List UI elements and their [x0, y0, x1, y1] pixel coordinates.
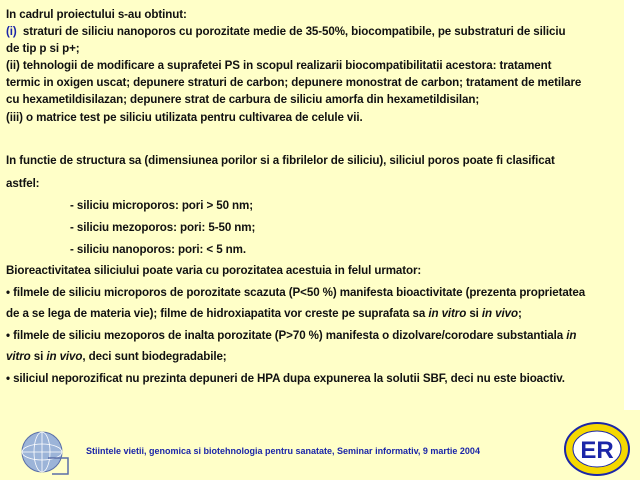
intro-heading: In cadrul proiectului s-au obtinut:	[6, 8, 187, 21]
bullet-1-line-1: • filmele de siliciu microporos de porozitate scazuta (P<50 %) manifesta bioactivitate (prezenta proprietatea	[6, 286, 586, 299]
footer-caption: Stiintele vietii, genomica si biotehnologia pentru sanatate, Seminar informativ, 9 martie 2004	[86, 446, 480, 456]
bullet-2-line-1: • filmele de siliciu mezoporos de inalta porozitate (P>70 %) manifesta o dizolvare/corodare substantiala in	[6, 329, 577, 342]
logo-lettering: ER	[580, 437, 614, 464]
classification-line-2: astfel:	[6, 177, 40, 190]
pore-type-nanoporous: - siliciu nanoporos: pori: < 5 nm.	[70, 243, 246, 256]
bioreactivity-intro: Bioreactivitatea siliciului poate varia cu porozitatea acestuia in felul urmator:	[6, 264, 422, 277]
intro-item-2-line-2: termic in oxigen uscat; depunere straturi de carbon; depunere monostrat de carbon; tratament de metilare	[6, 76, 582, 89]
intro-item-3: (iii) o matrice test pe siliciu utilizata pentru cultivarea de celule vii.	[6, 111, 363, 124]
intro-item-2-line-1: (ii) tehnologii de modificare a suprafetei PS in scopul realizarii biocompatibilitatii acestora: tratament	[6, 59, 552, 72]
bullet-3: • siliciul neporozificat nu prezinta depuneri de HPA dupa expunerea la solutii SBF, deci nu este bioactiv.	[6, 372, 565, 385]
bullet-2-line-2: vitro si in vivo, deci sunt biodegradabile;	[6, 350, 227, 363]
classification-line-1: In functie de structura sa (dimensiunea porilor si a fibrilelor de siliciu), siliciul poros poate fi clasificat	[6, 154, 555, 167]
pore-type-microporous: - siliciu microporos: pori > 50 nm;	[70, 199, 254, 212]
intro-item-2-line-3: cu hexametildisilazan; depunere strat de carbura de siliciu amorfa din hexametildisilan;	[6, 93, 480, 106]
item-number: (i)	[6, 25, 17, 38]
intro-item-1-line-2: de tip p si p+;	[6, 42, 80, 55]
pore-type-mesoporous: - siliciu mezoporos: pori: 5-50 nm;	[70, 221, 256, 234]
er-logo-icon	[562, 420, 632, 478]
intro-item-1-line-1: (i) straturi de siliciu nanoporos cu porozitate medie de 35-50%, biocompatibile, pe substraturi de siliciu	[6, 25, 566, 38]
bullet-1-line-2: de a se lega de materia vie); filme de hidroxiapatita vor creste pe suprafata sa in vitro si in vivo;	[6, 307, 522, 320]
globe-logo-icon	[18, 428, 72, 476]
